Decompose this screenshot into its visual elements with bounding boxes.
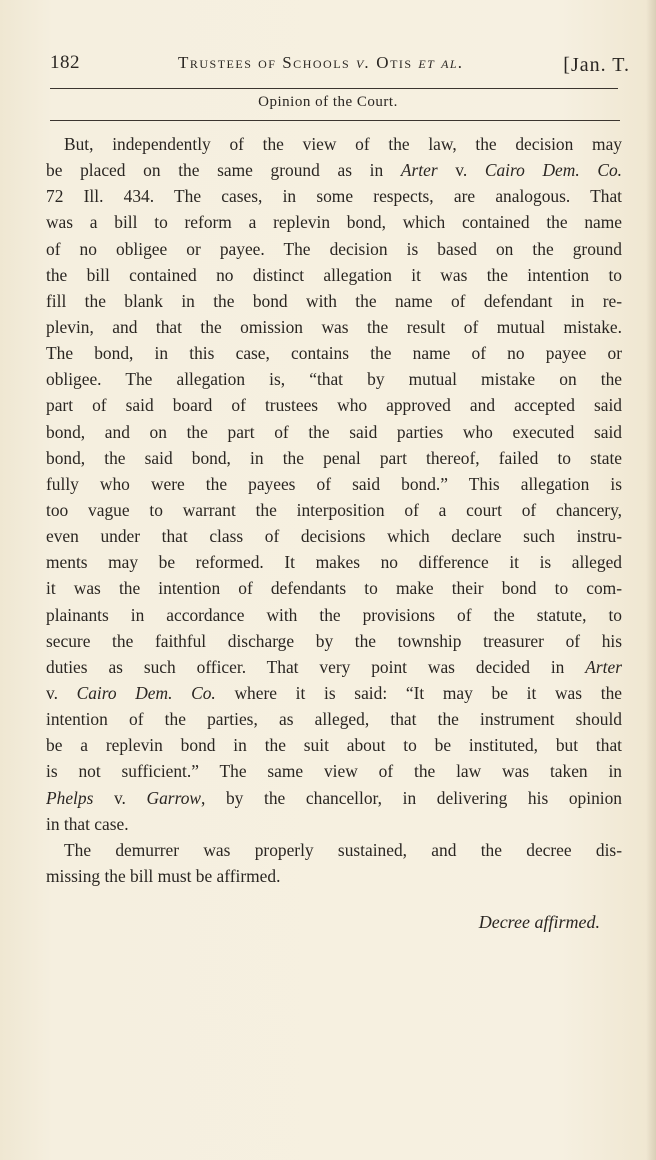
text-line: secure the faithful discharge by the township treasurer of his — [46, 630, 622, 651]
text-line: intention of the parties, as alleged, that the instrument should — [46, 709, 622, 730]
header-rule-top — [50, 88, 618, 89]
text-line: The demurrer was properly sustained, and the decree dis- — [64, 839, 622, 860]
case-name: Arter — [585, 656, 622, 677]
text-line: of no obligee or payee. The decision is based on the ground — [46, 238, 622, 259]
text-line: fully who were the payees of said bond.” This allegation is — [46, 473, 622, 494]
running-title — [178, 53, 464, 73]
header-rule-bottom — [50, 120, 620, 121]
text-line: plevin, and that the omission was the result of mutual mistake. — [46, 316, 622, 337]
text-line: bond, the said bond, in the penal part thereof, failed to state — [46, 447, 622, 468]
page-number: 182 — [50, 52, 80, 73]
text-line: plainants in accordance with the provisions of the statute, to — [46, 604, 622, 625]
case-name: Arter — [400, 160, 438, 181]
text-line: missing the bill must be affirmed. — [46, 865, 281, 886]
title-versus: v. — [355, 53, 371, 72]
text-line: The bond, in this case, contains the name of no payee or — [46, 343, 622, 364]
running-header — [50, 50, 630, 84]
text-line: in that case. — [46, 813, 129, 834]
text-line: was a bill to reform a replevin bond, which contained the name — [46, 212, 622, 233]
text-line: too vague to warrant the interposition of a court of chancery, — [46, 499, 622, 520]
text-line: be a replevin bond in the suit about to be instituted, but that — [46, 735, 622, 756]
text-line: 72 Ill. 434. The cases, in some respects, are analogous. That — [46, 186, 622, 207]
text-line: But, independently of the view of the law, the decision may — [64, 134, 622, 154]
title-et-al: et al. — [418, 53, 464, 72]
text-line: part of said board of trustees who approved and accepted said — [46, 395, 622, 416]
page-spine-shadow — [646, 0, 656, 1160]
case-name: Garrow — [146, 787, 201, 808]
text-line: bond, and on the part of the said parties who executed said — [46, 421, 622, 442]
text-line: duties as such officer. That very point was decided in Arter — [46, 656, 622, 677]
text-line: obligee. The allegation is, “that by mutual mistake on the — [46, 369, 622, 390]
opinion-body — [46, 131, 622, 889]
text-line: v. Cairo Dem. Co. where it is said: “It may be it was the — [46, 682, 622, 703]
text-line: fill the blank in the bond with the name of defendant in re- — [46, 290, 622, 311]
text-line: be placed on the same ground as in Arter v. Cairo Dem. Co. — [46, 160, 622, 181]
case-name: Cairo Dem. Co. — [484, 160, 622, 181]
title-plaintiff: Trustees of Schools — [178, 53, 351, 72]
text-line: even under that class of decisions which declare such instru- — [46, 526, 622, 547]
text-line: Phelps v. Garrow, by the chancellor, in delivering his opinion — [46, 787, 622, 808]
case-name: Cairo Dem. Co. — [76, 682, 216, 703]
text-line: it was the intention of defendants to make their bond to com- — [46, 578, 622, 599]
text-line: is not sufficient.” The same view of the law was taken in — [46, 761, 622, 782]
court-term: [Jan. T. — [563, 54, 630, 76]
text-line: the bill contained no distinct allegation it was the intention to — [46, 264, 622, 285]
section-subheader: Opinion of the Court. — [258, 94, 398, 110]
case-name: Phelps — [46, 787, 94, 808]
title-defendant: Otis — [376, 53, 413, 72]
decree-closing: Decree affirmed. — [478, 912, 600, 932]
text-line: ments may be reformed. It makes no difference it is alleged — [46, 552, 622, 573]
